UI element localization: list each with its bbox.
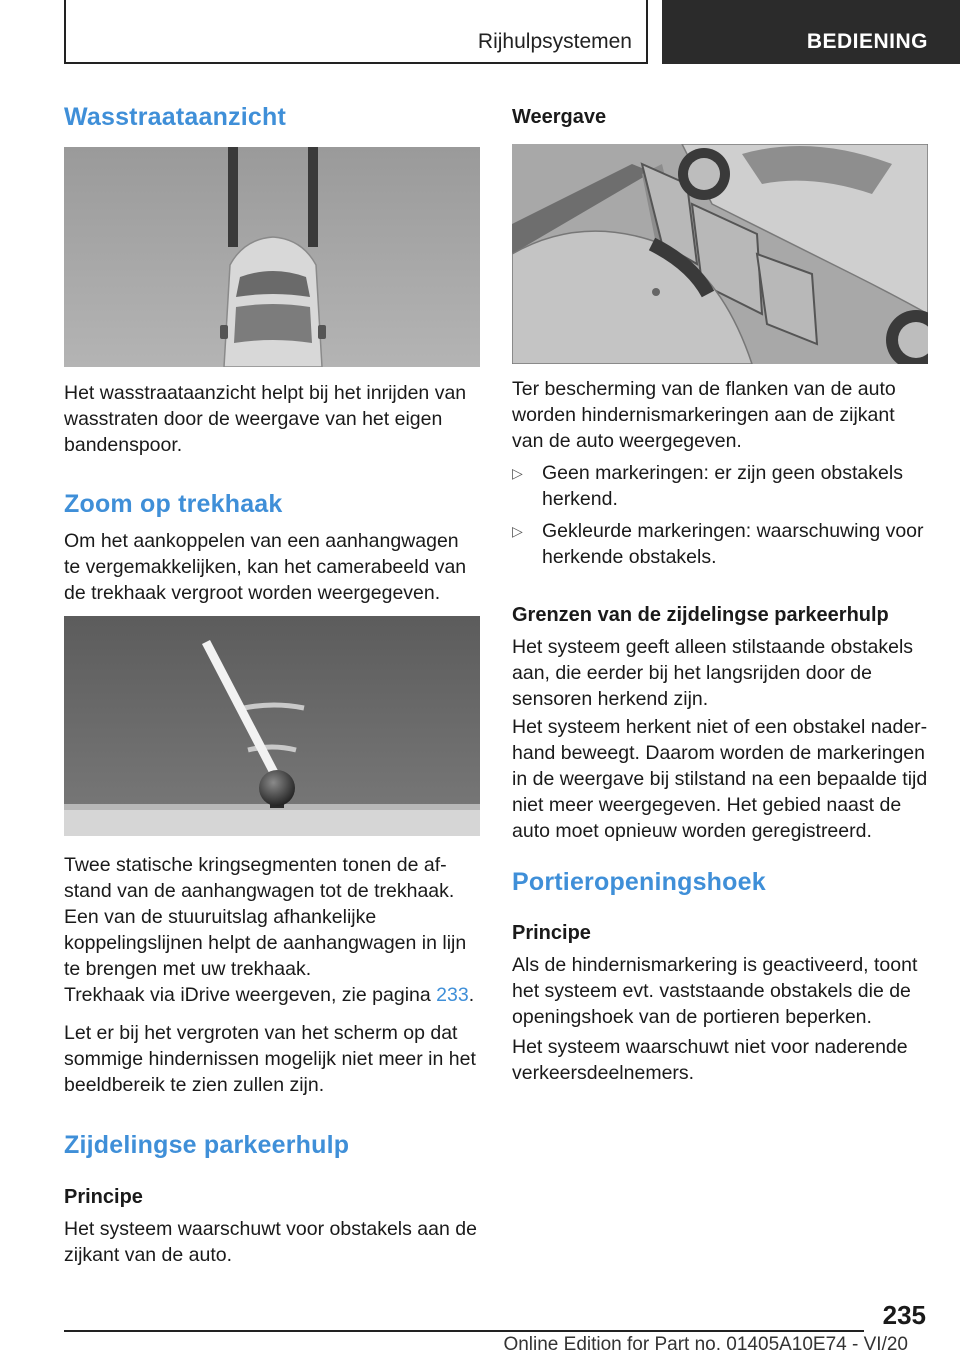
- tow-hitch-zoom-image: [64, 616, 480, 836]
- bullet-text: Gekleurde markeringen: waarschuwing voor herkende obstakels.: [542, 520, 924, 568]
- zoom-text-4: Let er bij het vergroten van het scherm op dat sommige hindernissen mogelijk niet meer in het beeldbereik te zien zullen zijn.: [64, 1022, 476, 1096]
- footer-divider: [64, 1330, 864, 1332]
- subheading-principle-right: Principe: [512, 922, 591, 944]
- door-text-2: Het systeem waarschuwt niet voor naderende verkeersdeelnemers.: [512, 1036, 908, 1084]
- zoom-text-3-prefix: Trekhaak via iDrive weergeven, zie pagina: [64, 984, 437, 1006]
- bullet-no-markings: [512, 460, 928, 512]
- car-wash-view-image: [64, 147, 480, 367]
- heading-zoom-tow-hitch: Zoom op trekhaak: [64, 490, 283, 518]
- bullet-triangle-icon: ▷: [512, 523, 523, 539]
- limits-text-2: Het systeem herkent niet of een obstakel naderhand beweegt. Daarom worden de markeringen in de weergave bij stilstand na een bepaalde tijd niet meer weergegeven. Het gebied naast de auto moet opnieuw worden geregistreerd.: [512, 716, 928, 842]
- limits-text-1: Het systeem geeft alleen stilstaande obstakels aan, die eerder bij het langsrijden door de sensoren herkend zijn.: [512, 636, 914, 710]
- zoom-text-2: Een van de stuuruitslag afhankelijke koppelingslijnen helpt de aanhangwagen in lijn te brengen met uw trekhaak.: [64, 906, 467, 980]
- heading-door-opening-angle: Portieropeningshoek: [512, 868, 766, 896]
- footer-edition-text: Online Edition for Part no. 01405A10E74 - VI/20: [503, 1334, 908, 1355]
- heading-car-wash: Wasstraataanzicht: [64, 103, 286, 131]
- heading-side-parking-aid: Zijdelingse parkeerhulp: [64, 1131, 350, 1159]
- bullet-triangle-icon: ▷: [512, 465, 523, 481]
- header-chapter-title: BEDIENING: [806, 30, 928, 53]
- side-view-display-image: [512, 144, 928, 364]
- bullet-colored-markings: [512, 518, 928, 570]
- header-section-box: [64, 0, 648, 64]
- display-text: Ter bescherming van de flanken van de auto worden hindernismarkeringen aan de zijkant van de auto weergegeven.: [512, 378, 896, 452]
- page-link-233[interactable]: 233: [436, 984, 469, 1006]
- header-chapter-tab: [662, 0, 960, 64]
- subheading-principle-left: Principe: [64, 1186, 143, 1208]
- zoom-text-3-suffix: .: [468, 984, 475, 1006]
- heading-display: Weergave: [512, 106, 607, 128]
- door-text-1: Als de hindernismarkering is geactiveerd, toont het systeem evt. vaststaande obstakels die de openingshoek van de portieren beperken.: [512, 954, 918, 1028]
- side-parking-text: Het systeem waarschuwt voor obstakels aan de zijkant van de auto.: [64, 1218, 477, 1266]
- car-wash-text: Het wasstraataanzicht helpt bij het inrijden van wasstraten door de weergave van het eigen bandenspoor.: [64, 382, 467, 456]
- zoom-intro-text: Om het aankoppelen van een aanhangwagen te vergemakkelijken, kan het camerabeeld van de trekhaak vergroot worden weergegeven.: [64, 530, 467, 604]
- bullet-text: Geen markeringen: er zijn geen obstakels herkend.: [542, 462, 903, 510]
- zoom-text-3: [64, 982, 480, 1008]
- page-number: 235: [882, 1300, 926, 1330]
- header-section-title: Rijhulpsystemen: [477, 30, 632, 53]
- zoom-text-1: Twee statische kringsegmenten tonen de afstand van de aanhangwagen tot de trekhaak.: [64, 854, 455, 902]
- heading-limits: Grenzen van de zijdelingse parkeerhulp: [512, 604, 889, 626]
